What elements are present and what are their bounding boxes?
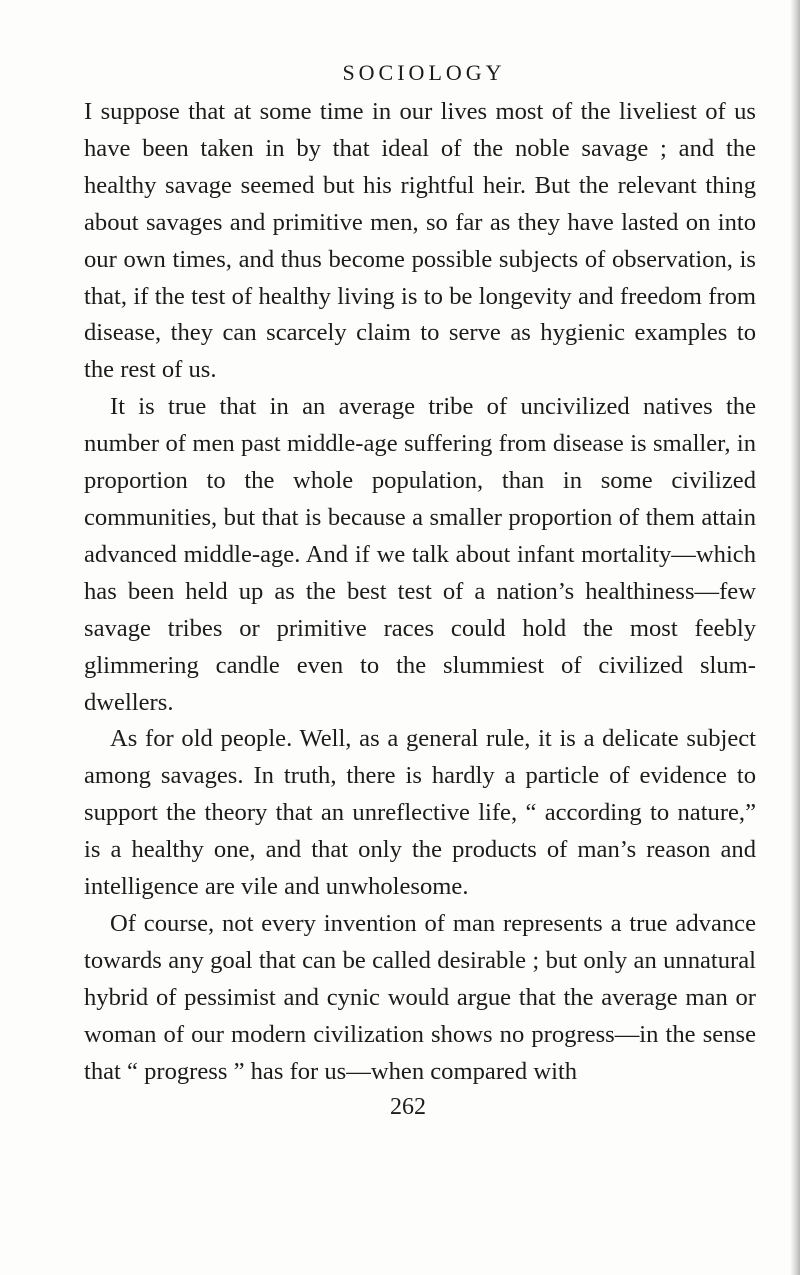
paragraph-3: As for old people. Well, as a general rule, it is a delicate subject among savages. In truth, there is hardly a particle of evidence to support the theory that an unreflective life, “ according to nature,” is a healthy one, and that only the products of man’s reason and intelligence are vile and unwholesome. (84, 725, 756, 901)
book-page (84, 58, 756, 1122)
page-edge-shadow (790, 0, 800, 1275)
running-head: SOCIOLOGY (342, 60, 506, 85)
page-number: 262 (390, 1094, 426, 1121)
body-text (84, 94, 756, 1090)
paragraph-1: I suppose that at some time in our lives most of the liveliest of us have been taken in by that ideal of the noble savage ; and the healthy savage seemed but his rightful heir. But the relevant thing about savages and primitive men, so far as they have lasted on into our own times, and thus become possible subjects of observation, is that, if the test of healthy living is to be longevity and freedom from disease, they can scarcely claim to serve as hygienic examples to the rest of us. (84, 98, 756, 384)
paragraph-2: It is true that in an average tribe of uncivilized natives the number of men past middle-age suffering from disease is smaller, in proportion to the whole population, than in some civilized communities, but that is because a smaller proportion of them attain advanced middle-age. And if we talk about infant mortality—which has been held up as the best test of a nation’s healthiness—few savage tribes or primitive races could hold the most feebly glimmering candle even to the slummiest of civilized slum-dwellers. (84, 393, 756, 716)
paragraph-4: Of course, not every invention of man represents a true advance towards any goal that can be called desirable ; but only an unnatural hybrid of pessimist and cynic would argue that the average man or woman of our modern civilization shows no progress—in the sense that “ progress ” has for us—when compared with (84, 909, 756, 1085)
